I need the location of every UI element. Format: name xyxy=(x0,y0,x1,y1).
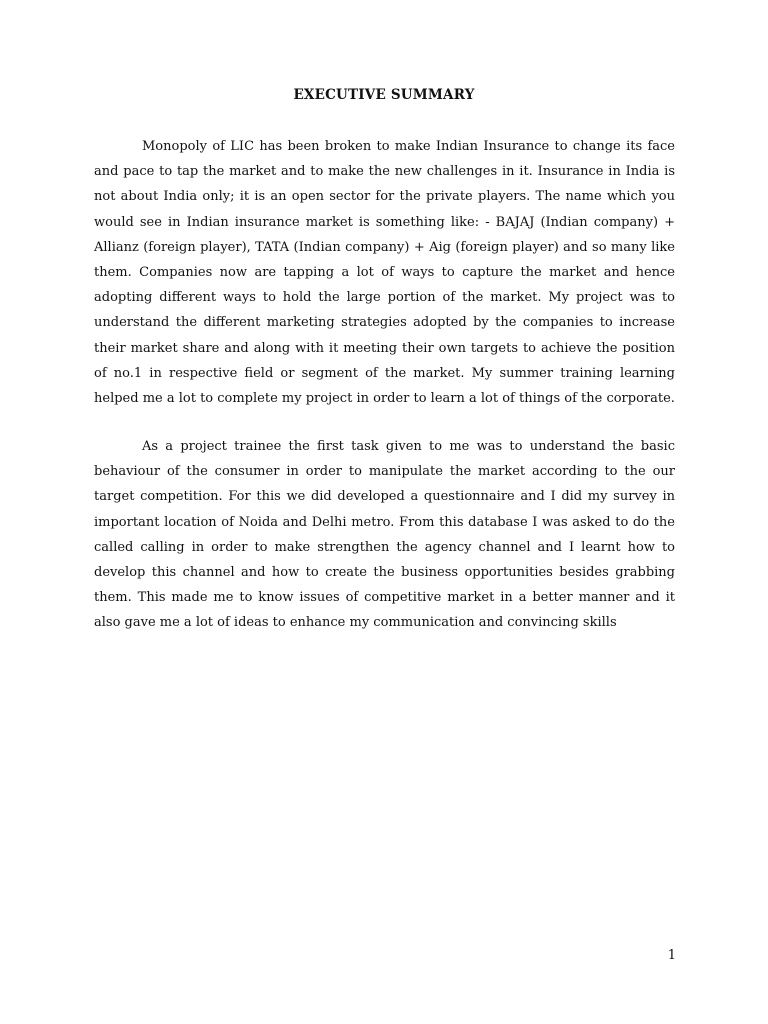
page-number: 1 xyxy=(667,948,676,963)
summary-paragraph-1: Monopoly of LIC has been broken to make Indian Insurance to change its face and pace to tap the market and to make the new challenges in it. Insurance in India is not about India only; it is an open sector for the private players. The name which you would see in Indian insurance market is something like: - BAJAJ (Indian company) + Allianz (foreign player), TATA (Indian company) + Aig (foreign player) and so many like them. Companies now are tapping a lot of ways to capture the market and hence adopting different ways to hold the large portion of the market. My project was to understand the different marketing strategies adopted by the companies to increase their market share and along with it meeting their own targets to achieve the position of no.1 in respective field or segment of the market. My summer training learning helped me a lot to complete my project in order to learn a lot of things of the corporate. xyxy=(94,139,675,407)
page-title: EXECUTIVE SUMMARY xyxy=(293,87,475,103)
summary-paragraph-2: As a project trainee the first task given to me was to understand the basic behaviour of the consumer in order to manipulate the market according to the our target competition. For this we did developed a questionnaire and I did my survey in important location of Noida and Delhi metro. From this database I was asked to do the called calling in order to make strengthen the agency channel and I learnt how to develop this channel and how to create the business opportunities besides grabbing them. This made me to know issues of competitive market in a better manner and it also gave me a lot of ideas to enhance my communication and convincing skills xyxy=(94,439,675,631)
